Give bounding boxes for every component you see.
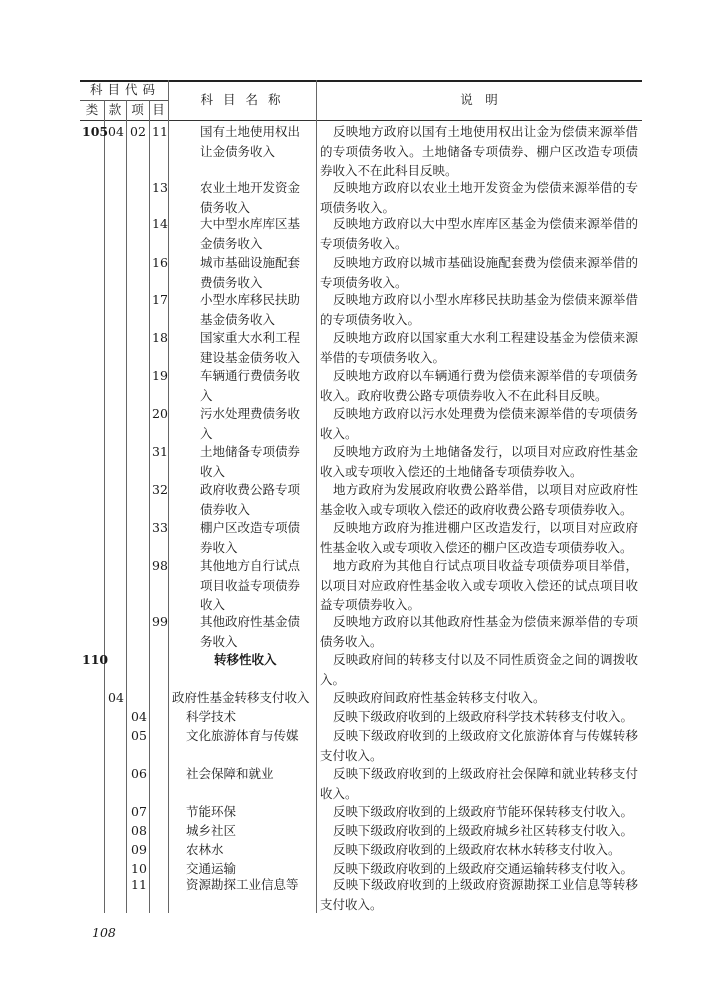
row-mu-code: 13 [152, 180, 168, 195]
row-xiang-code: 04 [131, 709, 147, 724]
row-name: 城市基础设施配套费债务收入 [200, 255, 301, 290]
row-name: 社会保障和就业 [186, 766, 274, 781]
row-xiang-code: 05 [131, 728, 147, 743]
row-lei-code: 105 [82, 124, 109, 139]
row-name: 政府收费公路专项债券收入 [200, 482, 301, 517]
header-bottom-rule [80, 120, 642, 121]
row-description: 反映地方政府以国家重大水利工程建设基金为偿债来源举借的专项债务收入。 [320, 330, 638, 365]
row-name: 科学技术 [186, 709, 237, 724]
row-name: 国家重大水利工程建设基金债务收入 [200, 330, 301, 365]
row-description: 反映地方政府以污水处理费为偿债来源举借的专项债务收入。 [320, 406, 638, 441]
header-desc: 说 明 [460, 92, 498, 107]
row-name: 城乡社区 [186, 823, 237, 838]
row-name: 交通运输 [186, 861, 237, 876]
row-name: 其他政府性基金债务收入 [200, 614, 301, 649]
row-description: 反映地方政府以国有土地使用权出让金为偿债来源举借的专项债务收入。土地储备专项债券、棚户区改造专项债券收入不在此科目反映。 [320, 124, 638, 178]
row-xiang-code: 11 [131, 877, 147, 892]
row-name: 棚户区改造专项债券收入 [200, 520, 301, 555]
row-xiang-code: 06 [131, 766, 147, 781]
row-description: 反映地方政府为推进棚户区改造发行，以项目对应政府性基金收入或专项收入偿还的棚户区改造专项债券收入。 [320, 520, 638, 555]
row-description: 反映地方政府以小型水库移民扶助基金为偿债来源举借的专项债务收入。 [320, 292, 638, 327]
row-lei-code: 110 [82, 652, 109, 667]
header-lei: 类 [85, 102, 99, 117]
row-description: 反映地方政府以大中型水库库区基金为偿债来源举借的专项债务收入。 [320, 216, 638, 251]
page-number: 108 [92, 925, 116, 940]
row-kuan-code: 04 [108, 124, 124, 139]
row-name: 农业土地开发资金债务收入 [200, 180, 301, 215]
row-description: 反映地方政府为土地储备发行，以项目对应政府性基金收入或专项收入偿还的土地储备专项债券收入。 [320, 444, 638, 479]
row-mu-code: 98 [152, 558, 168, 573]
row-description: 反映下级政府收到的上级政府资源勘探工业信息等转移支付收入。 [320, 877, 638, 912]
row-name: 节能环保 [186, 804, 237, 819]
row-mu-code: 19 [152, 368, 168, 383]
row-mu-code: 32 [152, 482, 168, 497]
header-mu: 目 [152, 102, 165, 117]
column-divider-name [316, 80, 317, 913]
header-name: 科 目 名 称 [200, 92, 284, 107]
row-description: 反映下级政府收到的上级政府节能环保转移支付收入。 [333, 804, 634, 819]
row-name: 文化旅游体育与传媒 [186, 728, 299, 743]
row-xiang-code: 02 [130, 124, 146, 139]
row-mu-code: 17 [152, 292, 168, 307]
column-divider-mu [168, 80, 169, 913]
row-description: 反映地方政府以农业土地开发资金为偿债来源举借的专项债务收入。 [320, 180, 638, 215]
header-xiang: 项 [131, 102, 144, 117]
row-description: 地方政府为发展政府收费公路举借，以项目对应政府性基金收入或专项收入偿还的政府收费公路专项债券收入。 [320, 482, 638, 517]
row-description: 反映地方政府以城市基础设施配套费为偿债来源举借的专项债务收入。 [320, 255, 638, 290]
row-kuan-code: 04 [108, 690, 124, 705]
row-mu-code: 20 [152, 406, 168, 421]
column-divider-xiang [149, 100, 150, 913]
row-name: 资源勘探工业信息等 [186, 877, 299, 892]
row-description: 反映下级政府收到的上级政府交通运输转移支付收入。 [333, 861, 634, 876]
row-mu-code: 11 [152, 124, 168, 139]
column-divider-lei [104, 100, 105, 913]
row-mu-code: 14 [152, 216, 168, 231]
row-name: 车辆通行费债务收入 [200, 368, 301, 403]
row-description: 反映下级政府收到的上级政府社会保障和就业转移支付收入。 [320, 766, 638, 801]
row-name: 小型水库移民扶助基金债务收入 [200, 292, 301, 327]
row-description: 反映政府间政府性基金转移支付收入。 [333, 690, 546, 705]
row-description: 反映地方政府以车辆通行费为偿债来源举借的专项债务收入。政府收费公路专项债券收入不在此科目反映。 [320, 368, 638, 403]
column-divider-kuan [126, 100, 127, 913]
row-name: 政府性基金转移支付收入 [172, 690, 310, 705]
row-description: 反映下级政府收到的上级政府农林水转移支付收入。 [333, 842, 621, 857]
row-xiang-code: 09 [131, 842, 147, 857]
row-name: 农林水 [186, 842, 224, 857]
row-mu-code: 16 [152, 255, 168, 270]
row-xiang-code: 08 [131, 823, 147, 838]
row-mu-code: 33 [152, 520, 168, 535]
header-code-group: 科目代码 [89, 82, 160, 97]
row-mu-code: 99 [152, 614, 168, 629]
row-name: 土地储备专项债券收入 [200, 444, 301, 479]
row-description: 反映地方政府以其他政府性基金为偿债来源举借的专项债务收入。 [320, 614, 638, 649]
row-name: 污水处理费债务收入 [200, 406, 301, 441]
header-kuan: 款 [108, 102, 122, 117]
row-xiang-code: 07 [131, 804, 147, 819]
row-description: 地方政府为其他自行试点项目收益专项债券项目举借，以项目对应政府性基金收入或专项收入偿还的试点项目收益专项债券收入。 [320, 558, 638, 612]
row-description: 反映下级政府收到的上级政府科学技术转移支付收入。 [333, 709, 634, 724]
row-name: 其他地方自行试点项目收益专项债券收入 [200, 558, 301, 612]
row-mu-code: 31 [152, 444, 168, 459]
row-name: 转移性收入 [214, 652, 277, 667]
row-description: 反映下级政府收到的上级政府文化旅游体育与传媒转移支付收入。 [320, 728, 638, 763]
row-xiang-code: 10 [131, 861, 147, 876]
row-name: 大中型水库库区基金债务收入 [200, 216, 301, 251]
row-description: 反映下级政府收到的上级政府城乡社区转移支付收入。 [333, 823, 634, 838]
row-mu-code: 18 [152, 330, 168, 345]
row-name: 国有土地使用权出让金债务收入 [200, 124, 301, 159]
row-description: 反映政府间的转移支付以及不同性质资金之间的调拨收入。 [320, 652, 638, 687]
